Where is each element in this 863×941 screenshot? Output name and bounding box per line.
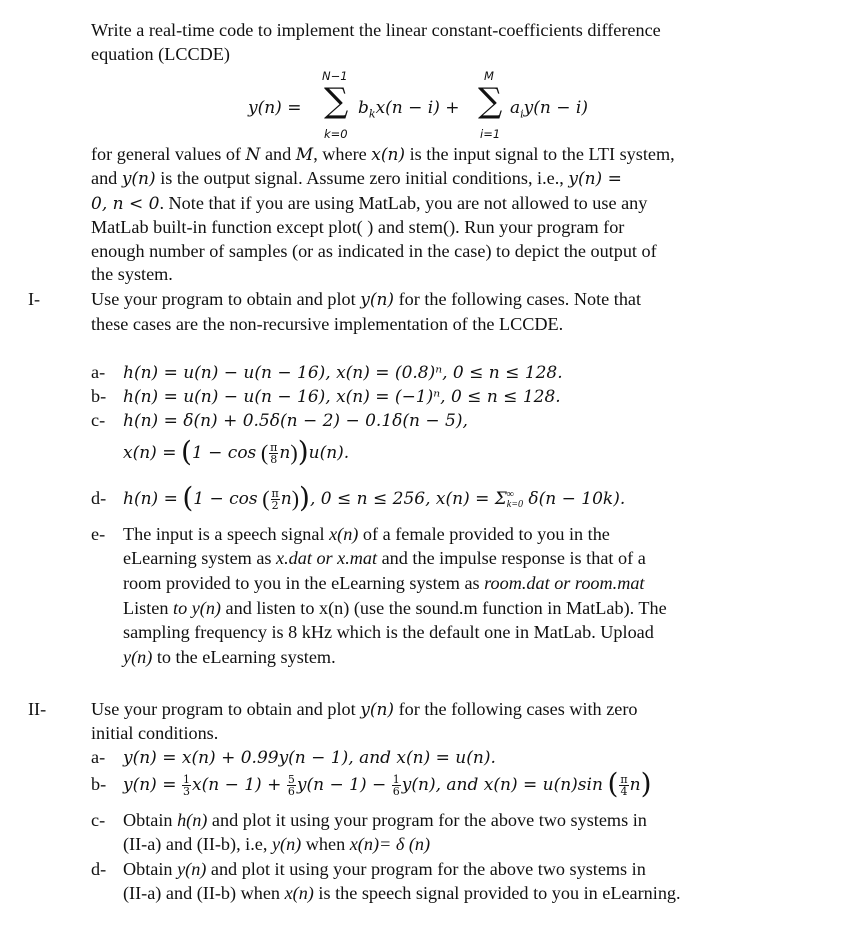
part2-line-2: initial conditions.	[91, 723, 219, 743]
part1-line-2: these cases are the non-recursive implementation of the LCCDE.	[91, 314, 564, 334]
equation-lhs: y(n) =	[248, 98, 302, 118]
part2-item-d: d- Obtain y(n) and plot it using your program for the above two systems in (II-a) and (II-b) when x(n) is the speech signal provided to you in eLearning.	[91, 859, 681, 903]
description-line-5: enough number of samples (or as indicated in the case) to depict the output of	[91, 241, 657, 261]
description-line-3: 0, n < 0. Note that if you are using MatLab, you are not allowed to use any	[91, 193, 648, 214]
part2-item-b: b- y(n) = $\frac{1}{3}$ x(n − 1) + $\frac{5}{6}$ y(n − 1) − $\frac{1}{6}$ y(n), and x(n) = u(n)sin ( $\frac{\pi}{4}$ n)	[91, 767, 652, 800]
item-e-line-2: eLearning system as x.dat or x.mat and the impulse response is that of a	[123, 548, 646, 568]
description-line-6: the system.	[91, 264, 173, 284]
sum1-upper-limit: N−1	[322, 69, 348, 83]
item-e-line-6: y(n) to the eLearning system.	[123, 647, 336, 667]
part2-item-c: c- Obtain h(n) and plot it using your program for the above two systems in (II-a) and (II-b), i.e, y(n) when x(n)= δ (n)	[91, 810, 647, 854]
part1-item-c: c- h(n) = δ(n) + 0.5δ(n − 2) − 0.1δ(n − 5),	[91, 410, 468, 431]
item-e-line-3: room provided to you in the eLearning system as room.dat or room.mat	[123, 573, 645, 593]
term1: $b_kx(n - i)$ +	[358, 98, 460, 121]
sum1-symbol: ∑	[324, 81, 349, 121]
sum2-lower-limit: i=1	[480, 127, 501, 141]
term2: $a_iy(n - i)$	[510, 98, 588, 121]
intro-line-1: Write a real-time code to implement the linear constant-coefficients difference	[91, 20, 661, 40]
part2-marker: II-	[28, 699, 47, 719]
part1-item-e: e- The input is a speech signal x(n) of a female provided to you in the eLearning system as x.dat or x.mat and the impulse response is that of a room provided to you in the eLearning system as room.dat or room.mat Listen to y(n) and listen to x(n) (use the sound.m function in MatLab). The sampling frequency is 8 kHz which is the default one in MatLab. Upload y(n) to the eLearning system.	[91, 522, 763, 672]
part2-item-a: a- y(n) = x(n) + 0.99y(n − 1), and x(n) = u(n).	[91, 747, 496, 768]
sum1-lower-limit: k=0	[324, 127, 348, 141]
sum2-upper-limit: M	[484, 69, 494, 83]
description-line-2: and y(n) is the output signal. Assume zero initial conditions, i.e., y(n) =	[91, 168, 622, 189]
description-line-4: MatLab built-in function except plot( ) and stem(). Run your program for	[91, 217, 625, 237]
part1-item-b: b- h(n) = u(n) − u(n − 16), x(n) = (−1)ⁿ, 0 ≤ n ≤ 128.	[91, 386, 561, 407]
item-e-line-1: The input is a speech signal x(n) of a female provided to you in the	[123, 524, 610, 544]
part2-line-1: Use your program to obtain and plot y(n) for the following cases with zero	[91, 699, 638, 720]
description-line-1: for general values of N and M, where x(n) is the input signal to the LTI system,	[91, 144, 675, 165]
lccde-equation	[248, 69, 668, 146]
sum2-symbol: ∑	[478, 81, 503, 121]
item-e-line-5: sampling frequency is 8 kHz which is the default one in MatLab. Upload	[123, 622, 654, 642]
part1-item-c-line-2: x(n) = (1 − cos ( $\frac{\pi}{8}$ n))u(n).	[123, 435, 350, 468]
part1-line-1: Use your program to obtain and plot y(n) for the following cases. Note that	[91, 289, 642, 310]
intro-line-2: equation (LCCDE)	[91, 44, 230, 64]
part1-item-d: d- h(n) = (1 − cos ( $\frac{\pi}{2}$ n)), 0 ≤ n ≤ 256, x(n) = Σ ∞ k=0 δ(n − 10k).	[91, 481, 626, 514]
part1-item-a: a- h(n) = u(n) − u(n − 16), x(n) = (0.8)ⁿ, 0 ≤ n ≤ 128.	[91, 362, 563, 383]
item-e-line-4: Listen to y(n) and listen to x(n) (use the sound.m function in MatLab). The	[123, 598, 667, 618]
part1-marker: I-	[28, 289, 41, 309]
